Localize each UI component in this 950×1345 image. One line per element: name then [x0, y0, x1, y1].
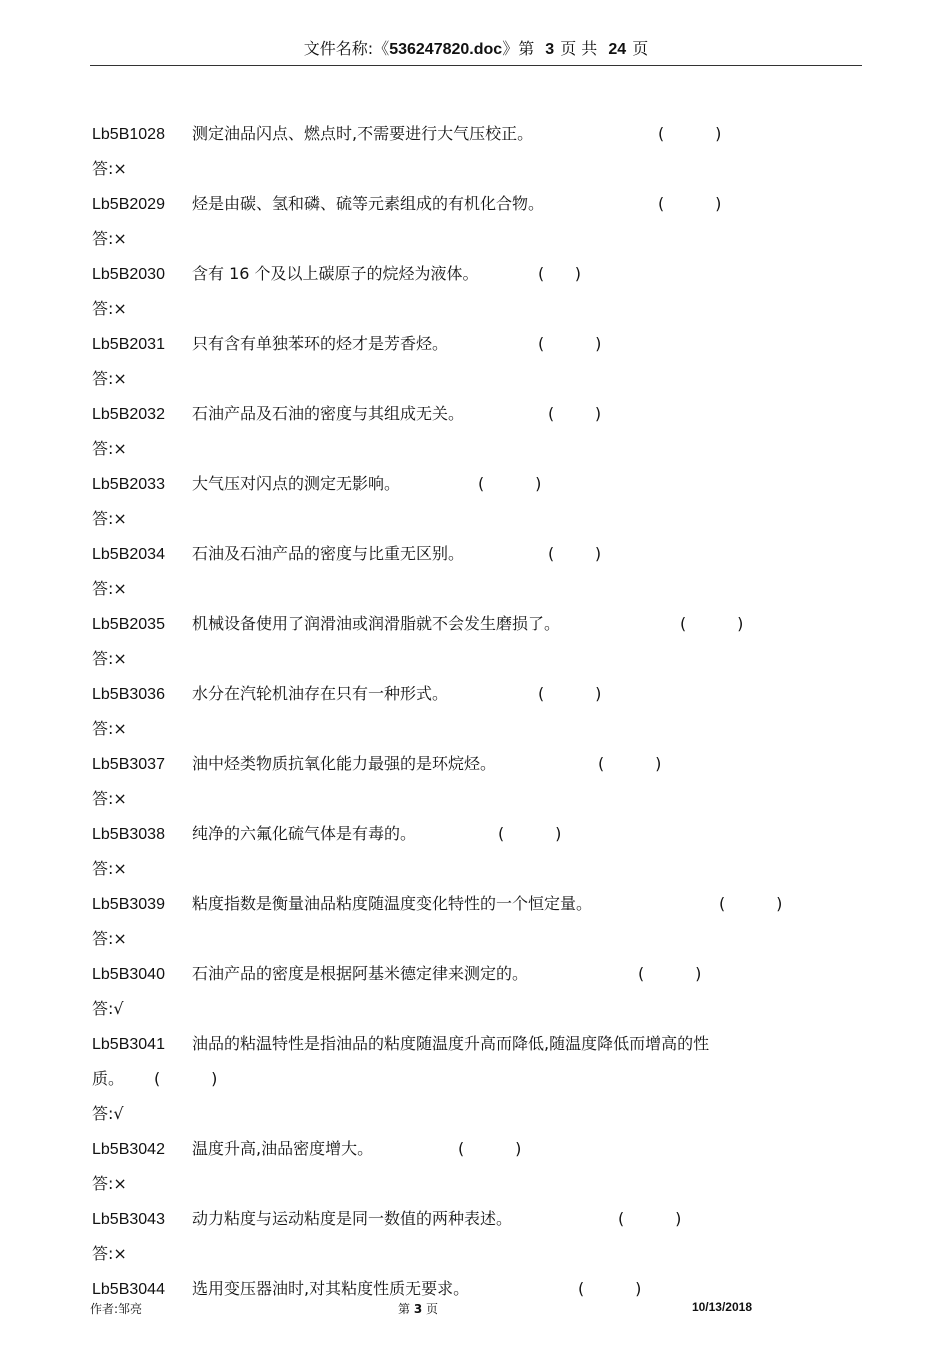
- footer-page-number: 3: [413, 1302, 423, 1316]
- answer-blank: ( ): [638, 964, 702, 983]
- question-text: 机械设备使用了润滑油或润滑脂就不会发生磨损了。: [192, 614, 561, 633]
- header-total-pages: 24: [608, 41, 627, 58]
- question-text: 测定油品闪点、燃点时,不需要进行大气压校正。: [192, 124, 534, 143]
- answer-blank: ( ): [680, 614, 744, 633]
- answer-blank: ( ): [498, 824, 562, 843]
- footer-page-suffix: 页: [426, 1302, 439, 1316]
- answer-blank: ( ): [538, 334, 602, 353]
- question-item: [92, 956, 862, 991]
- question-item: [92, 606, 862, 641]
- answer-blank: ( ): [578, 1279, 642, 1298]
- header-prefix: 文件名称:《: [303, 39, 390, 58]
- question-text: 温度升高,油品密度增大。: [192, 1139, 374, 1158]
- question-text: 水分在汽轮机油存在只有一种形式。: [192, 684, 449, 703]
- question-code: Lb5B3041: [92, 1036, 165, 1053]
- question-item: [92, 536, 862, 571]
- question-code: Lb5B3044: [92, 1281, 165, 1298]
- header-total-label: 页: [632, 39, 649, 58]
- question-text: 石油产品的密度是根据阿基米德定律来测定的。: [192, 964, 529, 983]
- question-item: [92, 1201, 862, 1236]
- footer-author: 作者:邹亮: [90, 1302, 143, 1316]
- question-text: 含有 16 个及以上碳原子的烷烃为液体。: [192, 264, 479, 283]
- question-code: Lb5B2030: [92, 266, 165, 283]
- question-code: Lb5B3037: [92, 756, 165, 773]
- question-item: [92, 886, 862, 921]
- question-item: [92, 466, 862, 501]
- answer-line: 答:×: [92, 859, 127, 878]
- header-page-number: 3: [545, 41, 555, 58]
- question-code: Lb5B3039: [92, 896, 165, 913]
- question-code: Lb5B2031: [92, 336, 165, 353]
- answer-blank: ( ): [658, 194, 722, 213]
- answer-line: 答:×: [92, 1244, 127, 1263]
- answer-line: 答:×: [92, 719, 127, 738]
- footer-date: 10/13/2018: [691, 1300, 752, 1314]
- question-code: Lb5B1028: [92, 126, 165, 143]
- question-text: 油品的粘温特性是指油品的粘度随温度升高而降低,随温度降低而增高的性: [192, 1034, 710, 1053]
- page-header: [90, 38, 862, 61]
- answer-line: 答:×: [92, 579, 127, 598]
- question-text: 石油及石油产品的密度与比重无区别。: [192, 544, 465, 563]
- question-text: 石油产品及石油的密度与其组成无关。: [192, 404, 465, 423]
- question-code: Lb5B3040: [92, 966, 165, 983]
- answer-blank: ( ): [538, 684, 602, 703]
- answer-line: 答:×: [92, 509, 127, 528]
- question-item: [92, 816, 862, 851]
- question-item: [92, 326, 862, 361]
- answer-blank: ( ): [598, 754, 662, 773]
- answer-line: 答:×: [92, 789, 127, 808]
- question-list: [92, 116, 862, 1306]
- footer-page-prefix: 第: [398, 1302, 411, 1316]
- answer-line: 答:×: [92, 649, 127, 668]
- header-filename: 536247820.doc: [389, 41, 503, 58]
- answer-blank: ( ): [458, 1139, 522, 1158]
- question-item: [92, 1026, 862, 1061]
- question-text: 动力粘度与运动粘度是同一数值的两种表述。: [192, 1209, 513, 1228]
- answer-blank: ( ): [658, 124, 722, 143]
- question-text: 大气压对闪点的测定无影响。: [192, 474, 401, 493]
- question-item: [92, 186, 862, 221]
- header-page-label: 页 共: [560, 39, 598, 58]
- question-code: Lb5B2033: [92, 476, 165, 493]
- question-item: [92, 676, 862, 711]
- question-text-continued: 质。: [92, 1069, 125, 1088]
- question-continuation: [92, 1061, 862, 1096]
- header-suffix: 》第: [502, 39, 535, 58]
- question-item: [92, 116, 862, 151]
- answer-line: 答:×: [92, 929, 127, 948]
- question-code: Lb5B2032: [92, 406, 165, 423]
- answer-line: 答:×: [92, 439, 127, 458]
- question-item: [92, 256, 862, 291]
- question-code: Lb5B2029: [92, 196, 165, 213]
- question-code: Lb5B3043: [92, 1211, 165, 1228]
- answer-line: 答:×: [92, 299, 127, 318]
- answer-blank: ( ): [548, 404, 602, 423]
- header-rule: [90, 65, 862, 66]
- question-text: 烃是由碳、氢和磷、硫等元素组成的有机化合物。: [192, 194, 545, 213]
- question-text: 油中烃类物质抗氧化能力最强的是环烷烃。: [192, 754, 497, 773]
- footer-page: [398, 1300, 438, 1317]
- question-item: [92, 396, 862, 431]
- answer-blank: ( ): [478, 474, 542, 493]
- answer-blank: ( ): [548, 544, 602, 563]
- page-footer: [90, 1300, 862, 1320]
- question-item: [92, 746, 862, 781]
- answer-blank: ( ): [154, 1069, 218, 1088]
- question-code: Lb5B3036: [92, 686, 165, 703]
- question-text: 选用变压器油时,对其粘度性质无要求。: [192, 1279, 470, 1298]
- answer-line: 答:×: [92, 369, 127, 388]
- question-item: [92, 1131, 862, 1166]
- answer-line: 答:√: [92, 999, 124, 1018]
- answer-blank: ( ): [719, 894, 783, 913]
- answer-line: 答:×: [92, 159, 127, 178]
- question-text: 纯净的六氟化硫气体是有毒的。: [192, 824, 417, 843]
- question-text: 只有含有单独苯环的烃才是芳香烃。: [192, 334, 449, 353]
- answer-line: 答:×: [92, 1174, 127, 1193]
- answer-blank: ( ): [618, 1209, 682, 1228]
- question-code: Lb5B2034: [92, 546, 165, 563]
- answer-line: 答:√: [92, 1104, 124, 1123]
- question-code: Lb5B3038: [92, 826, 165, 843]
- question-text: 粘度指数是衡量油品粘度随温度变化特性的一个恒定量。: [192, 894, 593, 913]
- answer-line: 答:×: [92, 229, 127, 248]
- question-code: Lb5B3042: [92, 1141, 165, 1158]
- question-code: Lb5B2035: [92, 616, 165, 633]
- answer-blank: ( ): [538, 264, 581, 283]
